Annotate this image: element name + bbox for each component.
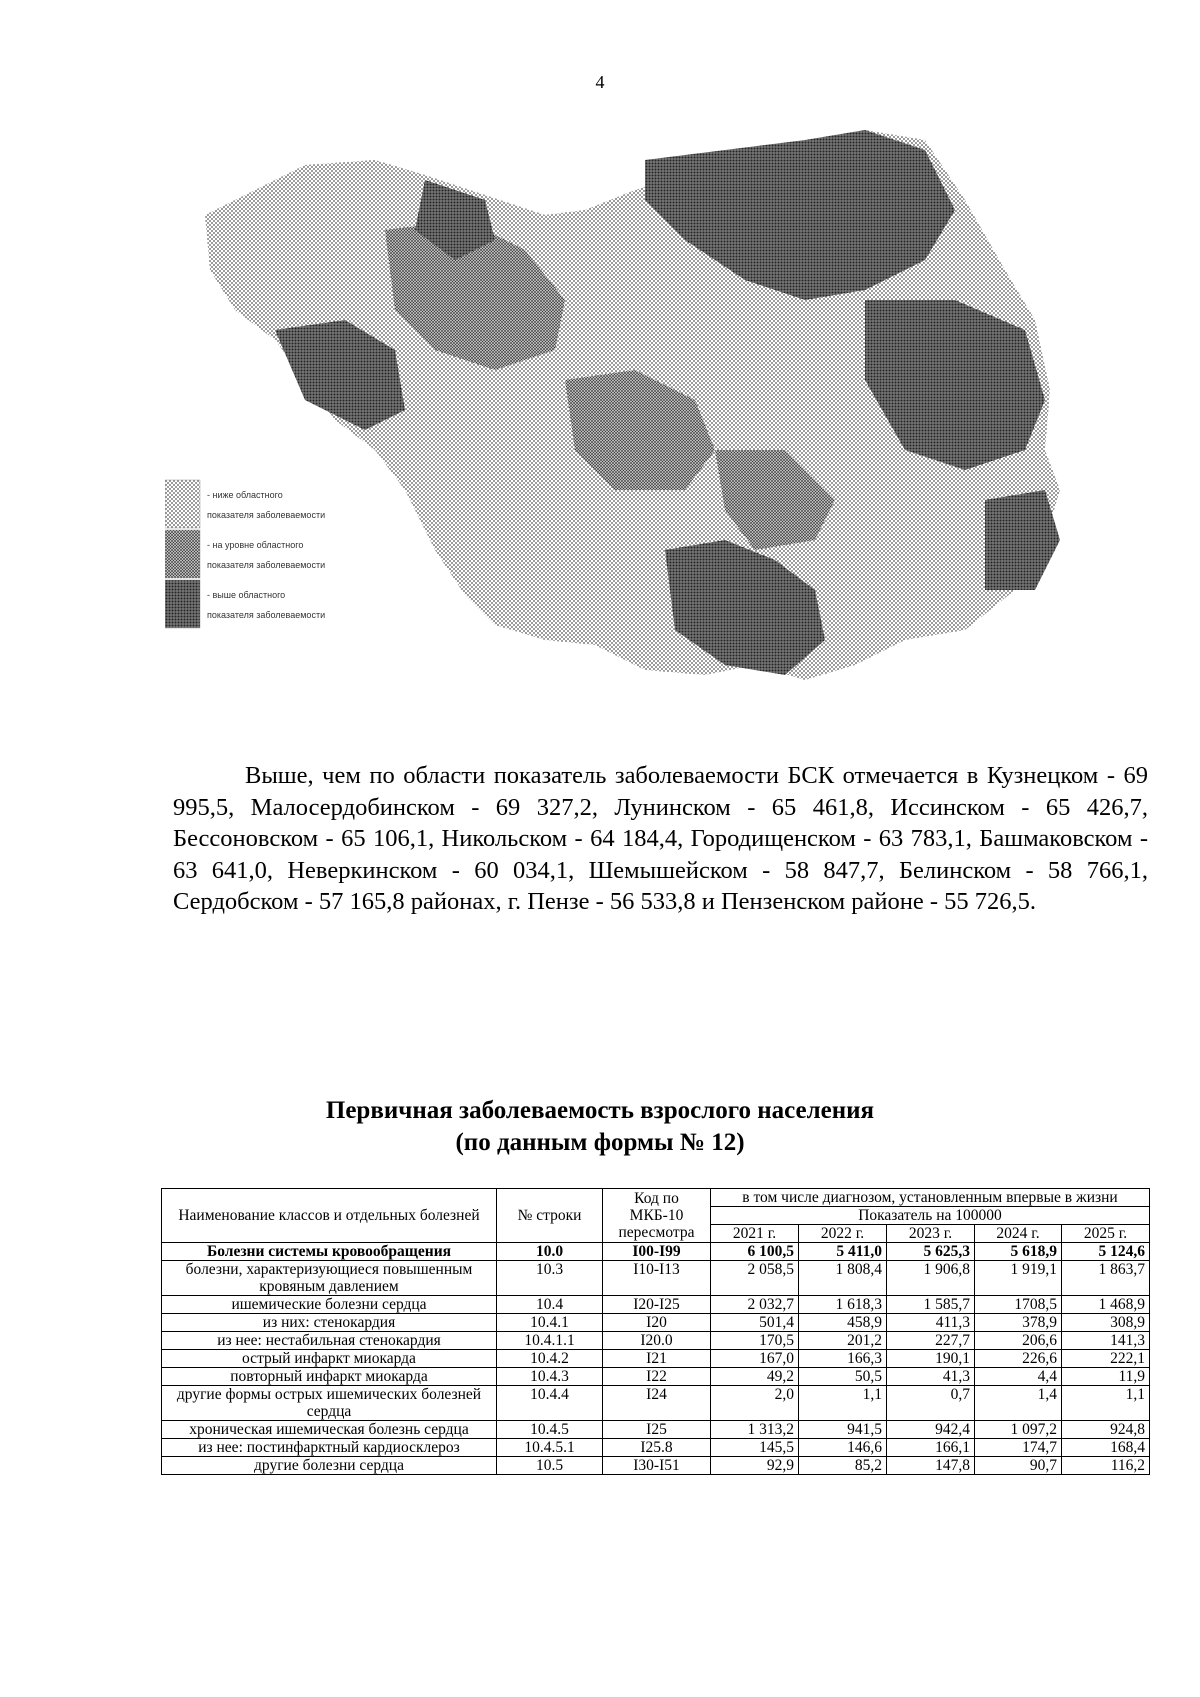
morbidity-table bbox=[161, 1188, 1150, 1475]
table-title-line2: (по данным формы № 12) bbox=[455, 1129, 745, 1156]
table-row bbox=[162, 1332, 1150, 1350]
cell-value: 222,1 bbox=[1062, 1350, 1150, 1368]
header-year: 2023 г. bbox=[887, 1225, 975, 1243]
legend-mid-line1: - на уровне областного bbox=[207, 540, 304, 550]
table-title-line1: Первичная заболеваемость взрослого населения bbox=[325, 1097, 875, 1124]
body-paragraph bbox=[173, 760, 1148, 918]
cell-value: 167,0 bbox=[711, 1350, 799, 1368]
cell-value: 4,4 bbox=[975, 1368, 1062, 1386]
cell-value: 1 808,4 bbox=[799, 1261, 887, 1296]
cell-value: 170,5 bbox=[711, 1332, 799, 1350]
cell-value: 5 411,0 bbox=[799, 1243, 887, 1261]
cell-value: 90,7 bbox=[975, 1457, 1062, 1475]
cell-value: 458,9 bbox=[799, 1314, 887, 1332]
cell-icd-code: I24 bbox=[603, 1386, 711, 1421]
cell-value: 206,6 bbox=[975, 1332, 1062, 1350]
header-year: 2022 г. bbox=[799, 1225, 887, 1243]
cell-value: 166,3 bbox=[799, 1350, 887, 1368]
cell-disease-name: повторный инфаркт миокарда bbox=[162, 1368, 497, 1386]
cell-value: 50,5 bbox=[799, 1368, 887, 1386]
cell-value: 1 618,3 bbox=[799, 1296, 887, 1314]
cell-value: 924,8 bbox=[1062, 1421, 1150, 1439]
cell-row-number: 10.4.3 bbox=[497, 1368, 603, 1386]
cell-icd-code: I22 bbox=[603, 1368, 711, 1386]
cell-row-number: 10.5 bbox=[497, 1457, 603, 1475]
map-region-dark bbox=[985, 490, 1060, 590]
legend-low-line2: показателя заболеваемости bbox=[207, 510, 326, 520]
cell-value: 168,4 bbox=[1062, 1439, 1150, 1457]
cell-value: 41,3 bbox=[887, 1368, 975, 1386]
table-row bbox=[162, 1386, 1150, 1421]
cell-disease-name: ишемические болезни сердца bbox=[162, 1296, 497, 1314]
table-row bbox=[162, 1243, 1150, 1261]
legend-swatch-low bbox=[165, 480, 200, 528]
cell-value: 1 919,1 bbox=[975, 1261, 1062, 1296]
legend-high-line1: - выше областного bbox=[207, 590, 286, 600]
table-row bbox=[162, 1350, 1150, 1368]
cell-row-number: 10.4.1.1 bbox=[497, 1332, 603, 1350]
cell-disease-name: из них: стенокардия bbox=[162, 1314, 497, 1332]
table-row bbox=[162, 1368, 1150, 1386]
cell-disease-name: Болезни системы кровообращения bbox=[162, 1243, 497, 1261]
cell-value: 378,9 bbox=[975, 1314, 1062, 1332]
cell-value: 5 124,6 bbox=[1062, 1243, 1150, 1261]
cell-value: 501,4 bbox=[711, 1314, 799, 1332]
cell-value: 2,0 bbox=[711, 1386, 799, 1421]
cell-value: 2 058,5 bbox=[711, 1261, 799, 1296]
table-row bbox=[162, 1261, 1150, 1296]
cell-value: 146,6 bbox=[799, 1439, 887, 1457]
table-row bbox=[162, 1314, 1150, 1332]
cell-disease-name: другие формы острых ишемических болезней сердца bbox=[162, 1386, 497, 1421]
cell-value: 116,2 bbox=[1062, 1457, 1150, 1475]
page-number: 4 bbox=[595, 72, 605, 92]
cell-row-number: 10.0 bbox=[497, 1243, 603, 1261]
cell-value: 190,1 bbox=[887, 1350, 975, 1368]
table-title bbox=[0, 1095, 1200, 1159]
cell-value: 166,1 bbox=[887, 1439, 975, 1457]
cell-value: 5 618,9 bbox=[975, 1243, 1062, 1261]
cell-value: 1 863,7 bbox=[1062, 1261, 1150, 1296]
table-row bbox=[162, 1296, 1150, 1314]
header-row-no: № строки bbox=[497, 1189, 603, 1243]
cell-value: 141,3 bbox=[1062, 1332, 1150, 1350]
table-row bbox=[162, 1457, 1150, 1475]
header-name: Наименование классов и отдельных болезней bbox=[162, 1189, 497, 1243]
cell-row-number: 10.4.2 bbox=[497, 1350, 603, 1368]
table-row bbox=[162, 1439, 1150, 1457]
cell-value: 1 097,2 bbox=[975, 1421, 1062, 1439]
cell-icd-code: I25.8 bbox=[603, 1439, 711, 1457]
cell-value: 174,7 bbox=[975, 1439, 1062, 1457]
cell-value: 201,2 bbox=[799, 1332, 887, 1350]
legend-mid-line2: показателя заболеваемости bbox=[207, 560, 326, 570]
cell-value: 308,9 bbox=[1062, 1314, 1150, 1332]
cell-value: 941,5 bbox=[799, 1421, 887, 1439]
header-code: Код по МКБ-10 пересмотра bbox=[603, 1189, 711, 1243]
cell-icd-code: I21 bbox=[603, 1350, 711, 1368]
cell-value: 942,4 bbox=[887, 1421, 975, 1439]
legend-swatch-high bbox=[165, 580, 200, 628]
cell-value: 1 313,2 bbox=[711, 1421, 799, 1439]
cell-value: 1 585,7 bbox=[887, 1296, 975, 1314]
cell-disease-name: другие болезни сердца bbox=[162, 1457, 497, 1475]
legend-swatch-mid bbox=[165, 530, 200, 578]
cell-value: 92,9 bbox=[711, 1457, 799, 1475]
cell-row-number: 10.3 bbox=[497, 1261, 603, 1296]
cell-icd-code: I20.0 bbox=[603, 1332, 711, 1350]
region-map bbox=[165, 120, 1065, 720]
cell-value: 226,6 bbox=[975, 1350, 1062, 1368]
legend-high-line2: показателя заболеваемости bbox=[207, 610, 326, 620]
cell-value: 5 625,3 bbox=[887, 1243, 975, 1261]
table-body bbox=[162, 1243, 1150, 1475]
cell-value: 1708,5 bbox=[975, 1296, 1062, 1314]
cell-icd-code: I10-I13 bbox=[603, 1261, 711, 1296]
cell-icd-code: I25 bbox=[603, 1421, 711, 1439]
cell-icd-code: I00-I99 bbox=[603, 1243, 711, 1261]
cell-value: 1,1 bbox=[799, 1386, 887, 1421]
header-subgroup: Показатель на 100000 bbox=[711, 1207, 1150, 1225]
legend-low-line1: - ниже областного bbox=[207, 490, 283, 500]
cell-row-number: 10.4 bbox=[497, 1296, 603, 1314]
cell-value: 411,3 bbox=[887, 1314, 975, 1332]
cell-value: 2 032,7 bbox=[711, 1296, 799, 1314]
cell-row-number: 10.4.5.1 bbox=[497, 1439, 603, 1457]
cell-disease-name: болезни, характеризующиеся повышенным кровяным давлением bbox=[162, 1261, 497, 1296]
cell-value: 49,2 bbox=[711, 1368, 799, 1386]
paragraph-text: Выше, чем по области показатель заболеваемости БСК отмечается в Кузнецком - 69 995,5, Малосердобинском - 69 327,2, Лунинском - 65 461,8, Иссинском - 65 426,7, Бессоновском - 65 106,1, Никольском - 64 184,4, Городищенском - 63 783,1, Башмаковском - 63 641,0, Неверкинском - 60 034,1, Шемышейском - 58 847,7, Белинском - 58 766,1, Сердобском - 57 165,8 районах, г. Пензе - 56 533,8 и Пензенском районе - 55 726,5. bbox=[173, 762, 1148, 915]
cell-row-number: 10.4.4 bbox=[497, 1386, 603, 1421]
cell-value: 227,7 bbox=[887, 1332, 975, 1350]
table-row bbox=[162, 1421, 1150, 1439]
cell-disease-name: из нее: постинфарктный кардиосклероз bbox=[162, 1439, 497, 1457]
cell-value: 85,2 bbox=[799, 1457, 887, 1475]
header-year: 2021 г. bbox=[711, 1225, 799, 1243]
cell-disease-name: острый инфаркт миокарда bbox=[162, 1350, 497, 1368]
cell-disease-name: из нее: нестабильная стенокардия bbox=[162, 1332, 497, 1350]
cell-value: 1,1 bbox=[1062, 1386, 1150, 1421]
cell-value: 1,4 bbox=[975, 1386, 1062, 1421]
header-year: 2025 г. bbox=[1062, 1225, 1150, 1243]
cell-icd-code: I30-I51 bbox=[603, 1457, 711, 1475]
cell-row-number: 10.4.1 bbox=[497, 1314, 603, 1332]
cell-value: 145,5 bbox=[711, 1439, 799, 1457]
cell-value: 11,9 bbox=[1062, 1368, 1150, 1386]
cell-value: 6 100,5 bbox=[711, 1243, 799, 1261]
cell-row-number: 10.4.5 bbox=[497, 1421, 603, 1439]
cell-value: 0,7 bbox=[887, 1386, 975, 1421]
header-year: 2024 г. bbox=[975, 1225, 1062, 1243]
cell-icd-code: I20-I25 bbox=[603, 1296, 711, 1314]
header-group: в том числе диагнозом, установленным впервые в жизни bbox=[711, 1189, 1150, 1207]
cell-value: 1 906,8 bbox=[887, 1261, 975, 1296]
cell-icd-code: I20 bbox=[603, 1314, 711, 1332]
cell-value: 1 468,9 bbox=[1062, 1296, 1150, 1314]
cell-value: 147,8 bbox=[887, 1457, 975, 1475]
cell-disease-name: хроническая ишемическая болезнь сердца bbox=[162, 1421, 497, 1439]
